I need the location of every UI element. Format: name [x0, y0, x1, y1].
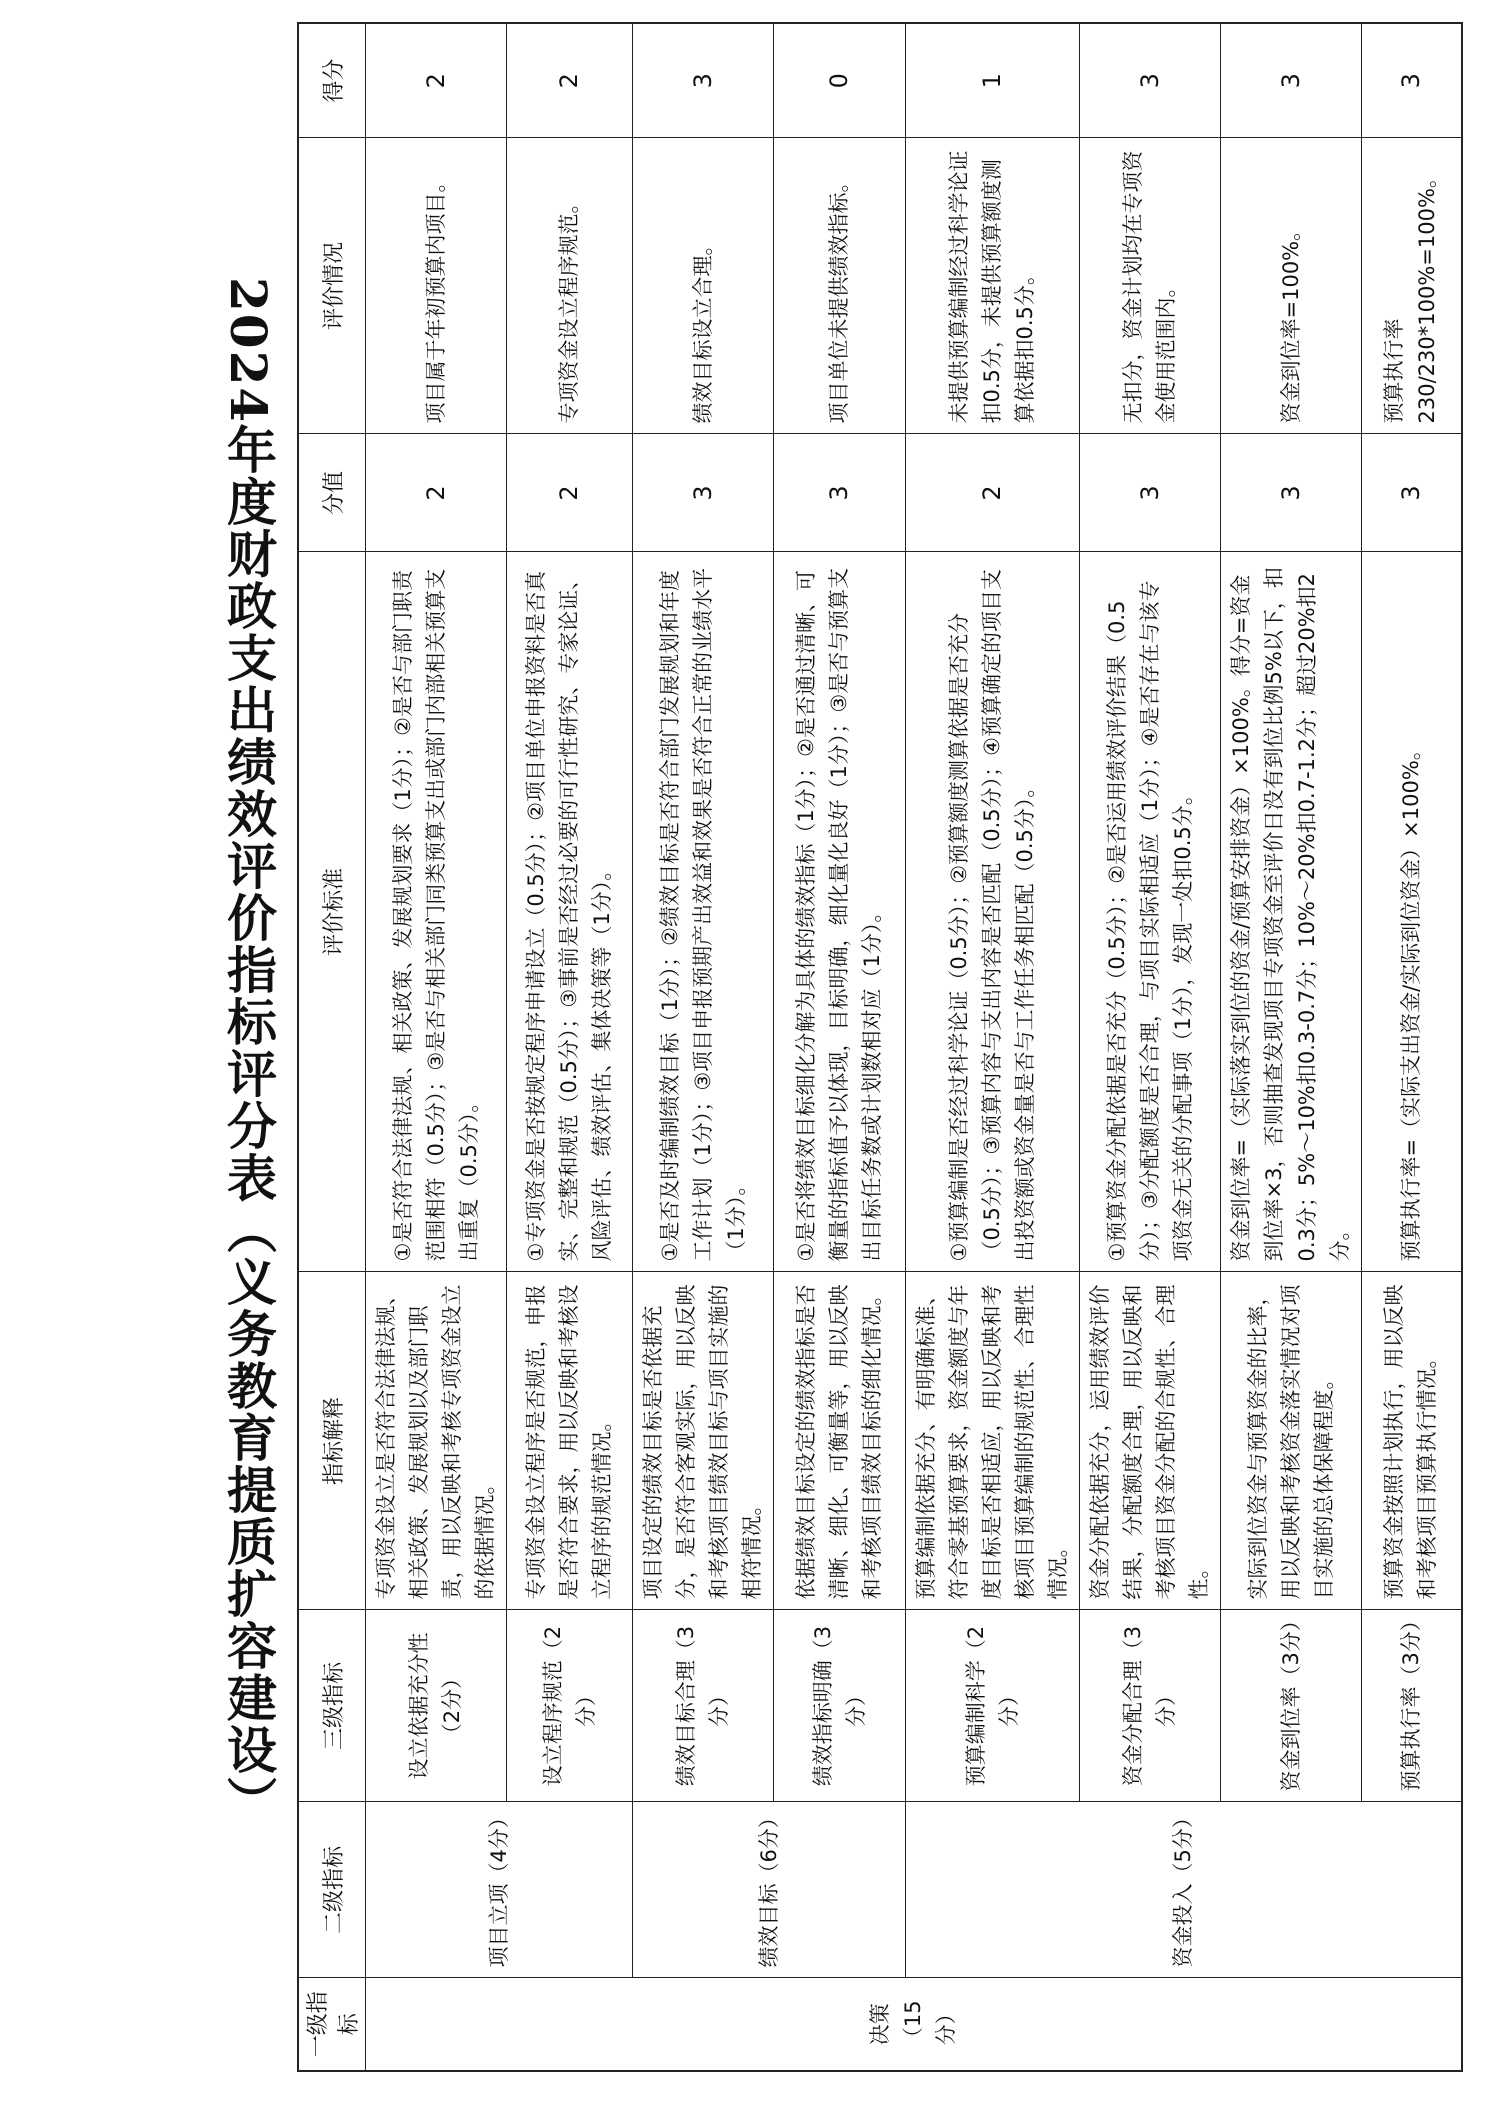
table-row	[633, 23, 774, 2071]
explain-cell: 专项资金设立程序是否规范，申报是否符合要求，用以反映和考核设立程序的规范情况。	[507, 1272, 633, 1610]
explain-cell: 依据绩效目标设定的绩效指标是否清晰、细化、可衡量等，用以反映和考核项目绩效目标的细化情况。	[774, 1272, 906, 1610]
header-points: 分值	[298, 434, 366, 552]
standard-cell: ①是否将绩效目标细化分解为具体的绩效指标（1分）；②是否通过清晰、可衡量的指标值予以体现，目标明确，细化量化良好（1分）；③是否与预算支出目标任务数或计划数相对应（1分）。	[774, 552, 906, 1272]
standard-cell: ①预算资金分配依据是否充分（0.5分）；②是否运用绩效评价结果（0.5分）；③分配额度是否合理，与项目实际相适应（1分）；④是否存在与该专项资金无关的分配事项（1分），发现一处扣0.5分。	[1080, 552, 1221, 1272]
standard-cell: 预算执行率=（实际支出资金/实际到位资金）×100%。	[1362, 552, 1462, 1272]
score-table	[297, 22, 1463, 2072]
header-score: 得分	[298, 23, 366, 138]
table-row	[906, 23, 1080, 2071]
level2-cell: 绩效目标（6分）	[633, 1802, 906, 1978]
header-level2: 二级指标	[298, 1802, 366, 1978]
header-row	[298, 23, 366, 2071]
table-row	[1080, 23, 1221, 2071]
points-cell: 3	[1362, 434, 1462, 552]
explain-cell: 实际到位资金与预算资金的比率，用以反映和考核资金落实情况对项目实施的总体保障程度。	[1221, 1272, 1362, 1610]
points-cell: 3	[633, 434, 774, 552]
explain-cell: 资金分配依据充分，运用绩效评价结果，分配额度合理，用以反映和考核项目资金分配的合规性、合理性。	[1080, 1272, 1221, 1610]
standard-cell: ①预算编制是否经过科学论证（0.5分）；②预算额度测算依据是否充分（0.5分）；③预算内容与支出内容是否匹配（0.5分）；④预算确定的项目支出投资额或资金量是否与工作任务相匹配（0.5分）。	[906, 552, 1080, 1272]
score-cell: 1	[906, 23, 1080, 138]
standard-cell: ①是否符合法律法规、相关政策、发展规划要求（1分）；②是否与部门职责范围相符（0.5分）；③是否与相关部门同类预算支出或部门内部相关预算支出重复（0.5分）。	[366, 552, 507, 1272]
level1-cell: 决策（15分）	[366, 1978, 1462, 2071]
explain-cell: 专项资金设立是否符合法律法规、相关政策、发展规划以及部门职责，用以反映和考核专项资金设立的依据情况。	[366, 1272, 507, 1610]
table-row	[507, 23, 633, 2071]
table-row	[1221, 23, 1362, 2071]
score-cell: 3	[1362, 23, 1462, 138]
points-cell: 2	[906, 434, 1080, 552]
score-cell: 2	[366, 23, 507, 138]
standard-cell: ①是否及时编制绩效目标（1分）；②绩效目标是否符合部门发展规划和年度工作计划（1分）；③项目申报预期产出效益和效果是否符合正常的业绩水平（1分）。	[633, 552, 774, 1272]
score-cell: 0	[774, 23, 906, 138]
points-cell: 3	[1221, 434, 1362, 552]
header-standard: 评价标准	[298, 552, 366, 1272]
table-row	[774, 23, 906, 2071]
evaluation-cell: 资金到位率=100%。	[1221, 138, 1362, 434]
standard-cell: ①专项资金是否按规定程序申请设立（0.5分）；②项目单位申报资料是否真实、完整和规范（0.5分）；③事前是否经过必要的可行性研究、专家论证、风险评估、绩效评估、集体决策等（1分）。	[507, 552, 633, 1272]
points-cell: 3	[1080, 434, 1221, 552]
page-title: 2024年度财政支出绩效评价指标评分表（义务教育提质扩容建设）	[219, 277, 278, 1829]
level3-cell: 设立依据充分性（2分）	[366, 1610, 507, 1802]
level3-cell: 资金到位率（3分）	[1221, 1610, 1362, 1802]
level3-cell: 设立程序规范（2分）	[507, 1610, 633, 1802]
table-row	[366, 23, 507, 2071]
explain-cell: 预算编制依据充分、有明确标准、符合零基预算要求，资金额度与年度目标是否相适应，用以反映和考核项目预算编制的规范性、合理性情况。	[906, 1272, 1080, 1610]
level3-cell: 绩效目标合理（3分）	[633, 1610, 774, 1802]
header-explain: 指标解释	[298, 1272, 366, 1610]
level2-cell: 资金投入（5分）	[906, 1802, 1462, 1978]
header-evaluation: 评价情况	[298, 138, 366, 434]
score-cell: 3	[1221, 23, 1362, 138]
evaluation-cell: 预算执行率230/230*100%=100%。	[1362, 138, 1462, 434]
evaluation-cell: 未提供预算编制经过科学论证扣0.5分，未提供预算额度测算依据扣0.5分。	[906, 138, 1080, 434]
score-cell: 3	[1080, 23, 1221, 138]
explain-cell: 项目设定的绩效目标是否依据充分，是否符合客观实际，用以反映和考核项目绩效目标与项目实施的相符情况。	[633, 1272, 774, 1610]
header-level1: 一级指标	[298, 1978, 366, 2071]
evaluation-cell: 绩效目标设立合理。	[633, 138, 774, 434]
evaluation-cell: 无扣分，资金计划均在专项资金使用范围内。	[1080, 138, 1221, 434]
score-cell: 3	[633, 23, 774, 138]
score-cell: 2	[507, 23, 633, 138]
level3-cell: 资金分配合理（3分）	[1080, 1610, 1221, 1802]
evaluation-cell: 专项资金设立程序规范。	[507, 138, 633, 434]
explain-cell: 预算资金按照计划执行，用以反映和考核项目预算执行情况。	[1362, 1272, 1462, 1610]
points-cell: 2	[507, 434, 633, 552]
standard-cell: 资金到位率=（实际落实到位的资金/预算安排资金）×100%。得分=资金到位率×3，否则抽查发现项目专项资金至评价日没有到位比例5%以下，扣0.3分；5%～10%扣0.3-0.7分；10%～20%扣0.7-1.2分；超过20%扣2分。	[1221, 552, 1362, 1272]
level2-cell: 项目立项（4分）	[366, 1802, 633, 1978]
level3-cell: 绩效指标明确（3分）	[774, 1610, 906, 1802]
evaluation-cell: 项目单位未提供绩效指标。	[774, 138, 906, 434]
rotated-table-wrapper	[297, 24, 1440, 2072]
level3-cell: 预算编制科学（2分）	[906, 1610, 1080, 1802]
points-cell: 2	[366, 434, 507, 552]
header-level3: 三级指标	[298, 1610, 366, 1802]
level3-cell: 预算执行率（3分）	[1362, 1610, 1462, 1802]
table-row	[1362, 23, 1462, 2071]
points-cell: 3	[774, 434, 906, 552]
evaluation-cell: 项目属于年初预算内项目。	[366, 138, 507, 434]
